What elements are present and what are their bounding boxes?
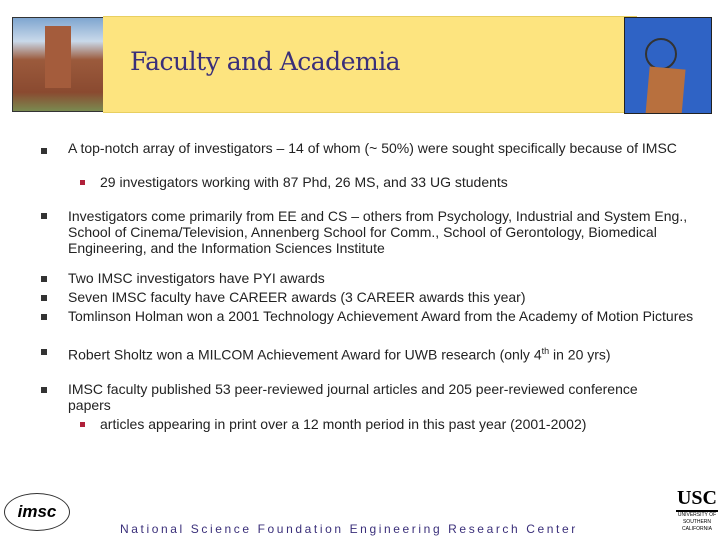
bullet-icon xyxy=(41,314,47,320)
bullet-text: IMSC faculty published 53 peer-reviewed journal articles and 205 peer-reviewed conference papers xyxy=(68,381,638,413)
sub-bullet-text: articles appearing in print over a 12 month period in this past year (2001-2002) xyxy=(100,416,587,432)
usc-logo xyxy=(676,487,718,533)
campus-building-photo xyxy=(12,17,106,112)
superscript: th xyxy=(541,346,550,356)
bullet-icon xyxy=(41,148,47,154)
bullet-text: Tomlinson Holman won a 2001 Technology Achievement Award from the Academy of Motion Pictures xyxy=(68,308,694,324)
usc-logo-text: USC xyxy=(676,487,718,512)
bullet-icon xyxy=(41,276,47,282)
sub-bullet-icon xyxy=(80,180,85,185)
bullet-text xyxy=(68,343,713,363)
bullet-text: Investigators come primarily from EE and CS – others from Psychology, Industrial and System Eng., School of Cinema/Television, Annenberg School for Comm., School of Gerontology, Biomedical Engineering, and the Information Sciences Institute xyxy=(68,208,688,256)
sub-bullet-text: 29 investigators working with 87 Phd, 26 MS, and 33 UG students xyxy=(100,174,508,190)
pillar-shape xyxy=(644,67,685,114)
sub-bullet-icon xyxy=(80,422,85,427)
text-part: in 20 yrs) xyxy=(549,346,611,363)
globe-tower-photo xyxy=(624,17,712,114)
tower-shape xyxy=(45,26,71,88)
globe-shape xyxy=(645,38,677,70)
imsc-logo: imsc xyxy=(4,493,70,531)
bullet-icon xyxy=(41,387,47,393)
bullet-icon xyxy=(41,295,47,301)
slide-title: Faculty and Academia xyxy=(130,47,401,76)
footer-text: National Science Foundation Engineering Research Center xyxy=(120,522,578,536)
bullet-text: A top-notch array of investigators – 14 of whom (~ 50%) were sought specifically because of IMSC xyxy=(68,140,677,156)
bullet-icon xyxy=(41,213,47,219)
text-part: Robert Sholtz won a MILCOM Achievement Award for UWB research (only 4 xyxy=(68,346,542,363)
usc-logo-subtext: UNIVERSITY OF SOUTHERN CALIFORNIA xyxy=(677,512,717,532)
bullet-text: Seven IMSC faculty have CAREER awards (3 CAREER awards this year) xyxy=(68,289,526,305)
bullet-icon xyxy=(41,349,47,355)
bullet-text: Two IMSC investigators have PYI awards xyxy=(68,270,325,286)
